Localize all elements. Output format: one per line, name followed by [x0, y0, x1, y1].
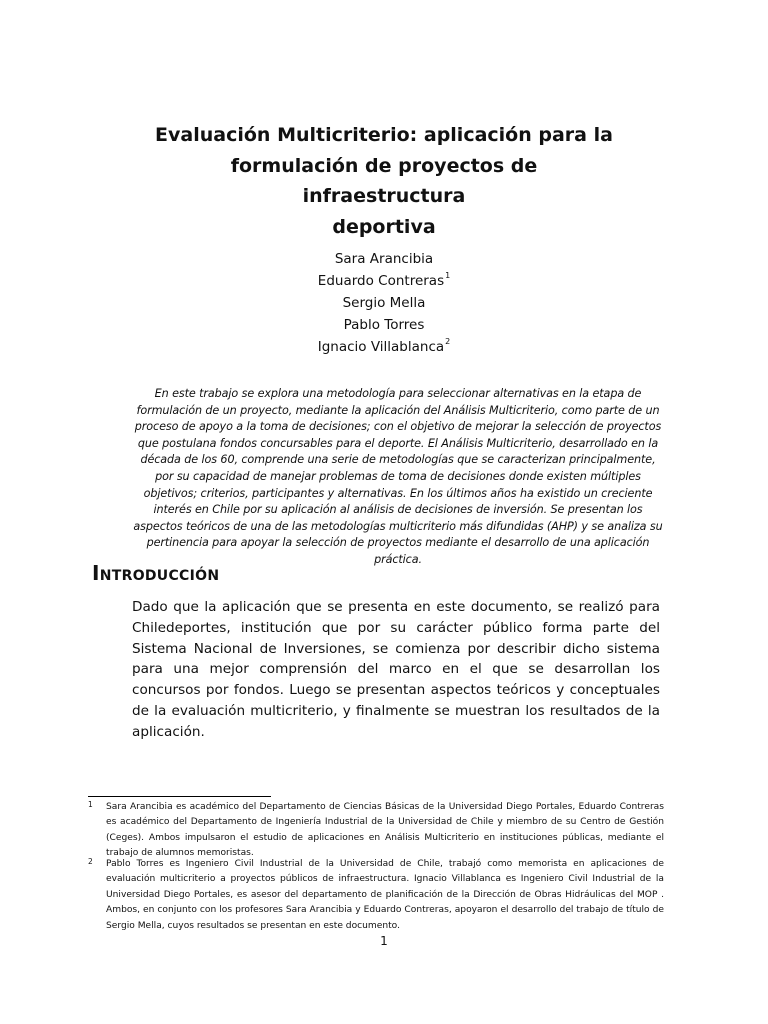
- author-name: [234, 270, 534, 292]
- footnote-divider: [88, 796, 271, 797]
- paper-title: [150, 120, 618, 242]
- title-line: formulación de proyectos de infraestructura: [230, 154, 538, 207]
- author-list: [234, 248, 534, 358]
- footnote: [88, 857, 664, 934]
- author-name-text: Pablo Torres: [343, 317, 425, 333]
- footnote-text: Sara Arancibia es académico del Departamento de Ciencias Básicas de la Universidad Diego Portales, Eduardo Contreras es académico del Departamento de Ingeniería Industrial de la Universidad de Chile y miembro de su Centro de Gestión (Ceges). Ambos impulsaron el estudio de aplicaciones en Análisis Multicriterio en instituciones públicas, mediante el trabajo de alumnos memoristas.: [106, 802, 664, 859]
- author-name: [234, 336, 534, 358]
- footnote-ref[interactable]: 2: [445, 337, 451, 346]
- title-line: deportiva: [332, 215, 436, 238]
- author-name-text: Eduardo Contreras: [317, 273, 445, 289]
- author-name: [234, 248, 534, 270]
- author-name: [234, 314, 534, 336]
- author-name: [234, 292, 534, 314]
- footnote-text: Pablo Torres es Ingeniero Civil Industrial de la Universidad de Chile, trabajó como memorista en aplicaciones de evaluación multicriterio a proyectos públicos de infraestructura. Ignacio Villablanca es Ingeniero Civil Industrial de la Universidad Diego Portales, es asesor del departamento de planificación de la Dirección de Obras Hidráulicas del MOP . Ambos, en conjunto con los profesores Sara Arancibia y Eduardo Contreras, apoyaron el desarrollo del trabajo de título de Sergio Mella, cuyos resultados se presentan en este documento.: [106, 859, 664, 931]
- author-name-text: Ignacio Villablanca: [317, 339, 445, 355]
- intro-paragraph: Dado que la aplicación que se presenta en este documento, se realizó para Chiledeportes, institución que por su carácter público forma parte del Sistema Nacional de Inversiones, se comienza por describir dicho sistema para una mejor comprensión del marco en el que se desarrollan los concursos por fondos. Luego se presentan aspectos teóricos y conceptuales de la evaluación multicriterio, y finalmente se muestran los resultados de la aplicación.: [132, 599, 660, 740]
- page-number: 1: [380, 934, 388, 948]
- footnote-ref[interactable]: 1: [445, 271, 451, 280]
- section-heading-introduccion: Introducción: [92, 561, 220, 585]
- title-line: Evaluación Multicriterio: aplicación para la: [155, 124, 613, 146]
- footnote-mark: 1: [88, 800, 93, 809]
- footnote: [88, 800, 664, 862]
- author-name-text: Sergio Mella: [342, 295, 426, 311]
- footnote-mark: 2: [88, 857, 93, 866]
- author-name-text: Sara Arancibia: [334, 251, 434, 267]
- abstract: En este trabajo se explora una metodología para seleccionar alternativas en la etapa de formulación de un proyecto, mediante la aplicación del Análisis Multicriterio, como parte de un proceso de apoyo a la toma de decisiones; con el objetivo de mejorar la selección de proyectos que postulana fondos concursables para el deporte. El Análisis Multicriterio, desarrollado en la década de los 60, comprende una serie de metodologías que se caracterizan principalmente, por su capacidad de manejar problemas de toma de decisiones donde existen múltiples objetivos; criterios, participantes y alternativas. En los últimos años ha existido un creciente interés en Chile por su aplicación al análisis de decisiones de inversión. Se presentan los aspectos teóricos de una de las metodologías multicriterio más difundidas (AHP) y se analiza su pertinencia para apoyar la selección de proyectos mediante el desarrollo de una aplicación práctica.: [133, 387, 663, 566]
